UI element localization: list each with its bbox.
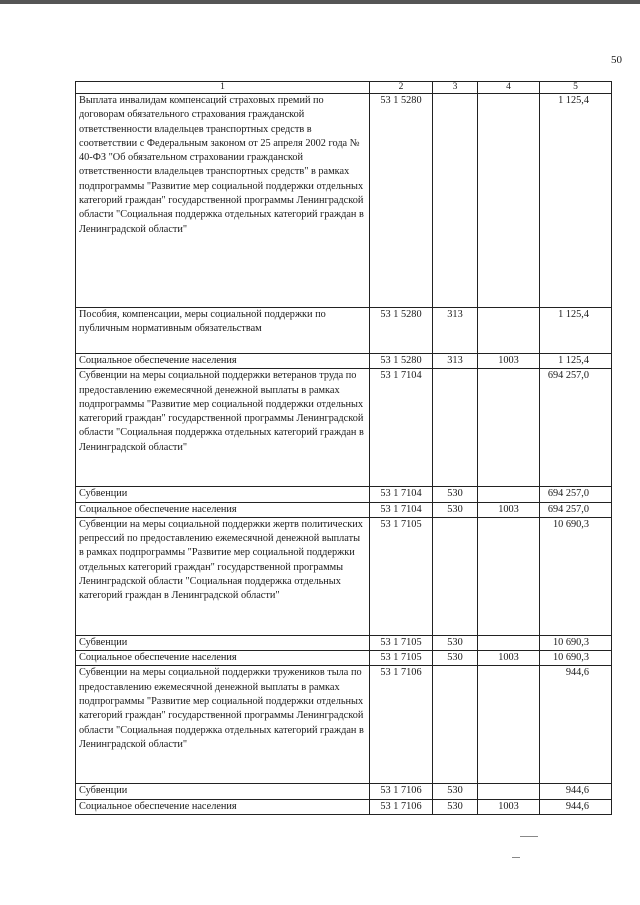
row-code: 53 1 7106 [370,799,433,814]
row-rz [478,784,540,799]
row-rz: 1003 [478,799,540,814]
row-sum: 694 257,0 [540,369,612,487]
row-kvr: 530 [433,635,478,650]
header-col-5: 5 [540,82,612,94]
table-row [76,502,612,517]
row-name: Субвенции [76,487,370,502]
row-sum: 1 125,4 [540,308,612,354]
header-col-1: 1 [76,82,370,94]
row-kvr: 530 [433,502,478,517]
table-header-row [76,82,612,94]
row-code: 53 1 7104 [370,369,433,487]
row-code: 53 1 7105 [370,651,433,666]
page-number: 50 [611,54,622,66]
row-sum: 944,6 [540,784,612,799]
budget-table [75,81,612,815]
table-row [76,487,612,502]
table-row [76,354,612,369]
row-sum: 10 690,3 [540,517,612,635]
row-rz [478,369,540,487]
table-row [76,784,612,799]
table-row [76,799,612,814]
row-rz: 1003 [478,354,540,369]
row-sum: 10 690,3 [540,635,612,650]
table-row [76,94,612,308]
row-sum: 694 257,0 [540,502,612,517]
table-row [76,308,612,354]
row-sum: 1 125,4 [540,94,612,308]
row-rz: 1003 [478,502,540,517]
header-col-2: 2 [370,82,433,94]
row-name: Субвенции на меры социальной поддержки ветеранов труда по предоставлению ежемесячной денежной выплаты в рамках подпрограммы "Развитие мер социальной поддержки отдельных категорий граждан" государственной программы Ленинградской области "Социальная поддержка отдельных категорий граждан в Ленинградской области" [76,369,370,487]
row-name: Субвенции на меры социальной поддержки тружеников тыла по предоставлению ежемесячной денежной выплаты в рамках подпрограммы "Развитие мер социальной поддержки отдельных категорий граждан" государственной программы Ленинградской области "Социальная поддержка отдельных категорий граждан в Ленинградской области" [76,666,370,784]
table-row [76,635,612,650]
row-code: 53 1 5280 [370,354,433,369]
row-kvr: 313 [433,308,478,354]
row-kvr [433,666,478,784]
row-code: 53 1 7104 [370,487,433,502]
row-name: Субвенции [76,784,370,799]
row-name: Социальное обеспечение населения [76,502,370,517]
row-rz [478,487,540,502]
table-row [76,651,612,666]
row-name: Социальное обеспечение населения [76,799,370,814]
row-code: 53 1 5280 [370,308,433,354]
table-row [76,666,612,784]
row-kvr [433,369,478,487]
row-rz [478,517,540,635]
row-sum: 10 690,3 [540,651,612,666]
row-sum: 944,6 [540,799,612,814]
row-sum: 944,6 [540,666,612,784]
row-code: 53 1 7105 [370,517,433,635]
row-code: 53 1 5280 [370,94,433,308]
header-col-4: 4 [478,82,540,94]
row-code: 53 1 7106 [370,784,433,799]
row-kvr: 313 [433,354,478,369]
table-row [76,517,612,635]
scan-speck [520,836,538,837]
row-code: 53 1 7106 [370,666,433,784]
row-rz [478,308,540,354]
row-name: Социальное обеспечение населения [76,354,370,369]
row-sum: 1 125,4 [540,354,612,369]
row-kvr: 530 [433,799,478,814]
scan-speck [512,857,520,858]
row-name: Субвенции [76,635,370,650]
row-rz [478,94,540,308]
row-rz [478,666,540,784]
row-code: 53 1 7105 [370,635,433,650]
row-name: Субвенции на меры социальной поддержки жертв политических репрессий по предоставлению ежемесячной денежной выплаты в рамках подпрограммы "Развитие мер социальной поддержки отдельных категорий граждан" государственной программы Ленинградской области "Социальная поддержка отдельных категорий граждан в Ленинградской области" [76,517,370,635]
row-rz [478,635,540,650]
table-row [76,369,612,487]
row-kvr: 530 [433,651,478,666]
header-col-3: 3 [433,82,478,94]
row-kvr: 530 [433,784,478,799]
row-name: Социальное обеспечение населения [76,651,370,666]
scan-top-edge [0,0,640,4]
row-kvr [433,94,478,308]
row-kvr: 530 [433,487,478,502]
row-rz: 1003 [478,651,540,666]
row-name: Пособия, компенсации, меры социальной поддержки по публичным нормативным обязательствам [76,308,370,354]
row-kvr [433,517,478,635]
row-code: 53 1 7104 [370,502,433,517]
row-sum: 694 257,0 [540,487,612,502]
row-name: Выплата инвалидам компенсаций страховых премий по договорам обязательного страхования гражданской ответственности владельцев транспортных средств в соответствии с Федеральным законом от 25 апреля 2002 года № 40-ФЗ "Об обязательном страховании гражданской ответственности владельцев транспортных средств" в рамках подпрограммы "Развитие мер социальной поддержки отдельных категорий граждан" государственной программы Ленинградской области "Социальная поддержка отдельных категорий граждан в Ленинградской области" [76,94,370,308]
